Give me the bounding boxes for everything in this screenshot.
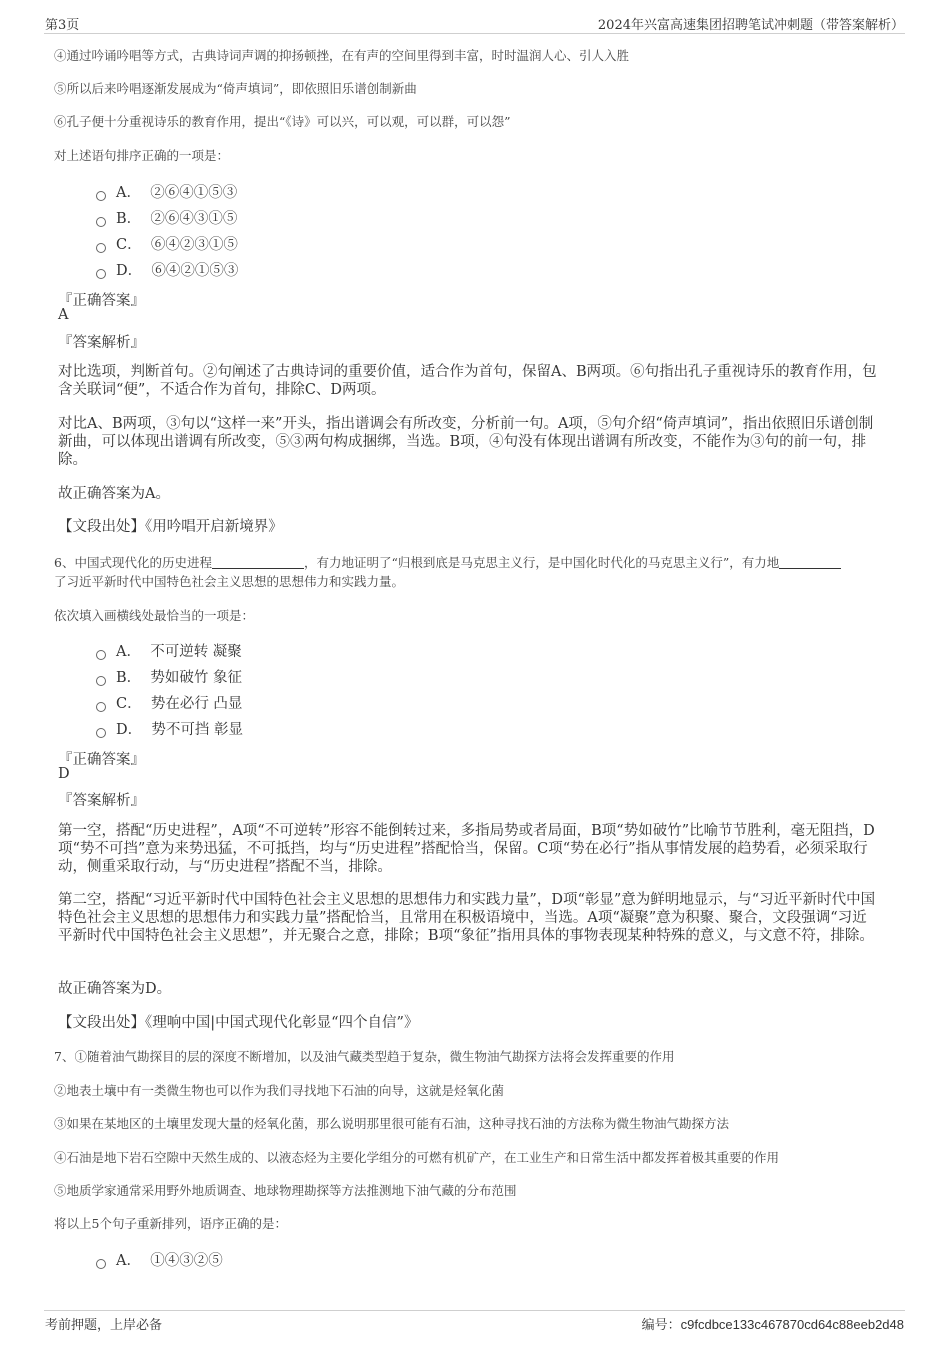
q5-option-b[interactable]: B． ②⑥④③①⑤ (96, 209, 237, 229)
q5-option-d[interactable]: D． ⑥④②①⑤③ (96, 261, 238, 281)
radio-icon[interactable] (96, 650, 106, 660)
radio-icon[interactable] (96, 217, 106, 227)
q7-line-1: 7、①随着油气勘探目的层的深度不断增加，以及油气藏类型趋于复杂，微生物油气勘探方法将会发挥重要的作用 (54, 1049, 675, 1064)
q6-blank-2[interactable] (779, 556, 841, 569)
q6-source: 【文段出处】《理响中国|中国式现代化彰显“四个自信”》 (58, 1015, 419, 1031)
q6-option-b[interactable]: B． 势如破竹 象征 (96, 668, 242, 688)
q6-answer: D (58, 766, 70, 782)
q5-source: 【文段出处】《用吟唱开启新境界》 (58, 519, 283, 535)
radio-icon[interactable] (96, 702, 106, 712)
q6-analysis-label: 『答案解析』 (58, 793, 145, 809)
q5-analysis-1: 对比选项，判断首句。②句阐述了古典诗词的重要价值，适合作为首句，保留A、B两项。⑥句指出孔子重视诗乐的教育作用，包含关联词“便”，不适合作为首句，排除C、D两项。 (58, 364, 877, 398)
document-title: 2024年兴富高速集团招聘笔试冲刺题（带答案解析） (597, 18, 904, 33)
q6-blank-1[interactable] (212, 556, 304, 569)
q6-analysis-3: 故正确答案为D。 (58, 981, 172, 997)
q6-stem: 6、中国式现代化的历史进程 ，有力地证明了“归根到底是马克思主义行，是中国化时代化的马克思主义行”，有力地 (54, 555, 841, 571)
q5-line-5: ⑤所以后来吟唱逐渐发展成为“倚声填词”，即依照旧乐谱创制新曲 (54, 81, 417, 96)
q5-analysis-3: 故正确答案为A。 (58, 486, 170, 502)
q6-option-c[interactable]: C． 势在必行 凸显 (96, 694, 242, 714)
radio-icon[interactable] (96, 269, 106, 279)
q5-line-4: ④通过吟诵吟唱等方式，古典诗词声调的抑扬顿挫，在有声的空间里得到丰富，时时温润人心、引人入胜 (54, 48, 630, 63)
q6-option-a[interactable]: A． 不可逆转 凝聚 (96, 642, 242, 662)
radio-icon[interactable] (96, 676, 106, 686)
footer-slogan: 考前押题，上岸必备 (45, 1318, 163, 1333)
q6-answer-label: 『正确答案』 (58, 752, 145, 768)
q7-line-2: ②地表土壤中有一类微生物也可以作为我们寻找地下石油的向导，这就是烃氧化菌 (54, 1083, 505, 1098)
footer-divider (44, 1310, 905, 1311)
q7-option-a[interactable]: A． ①④③②⑤ (96, 1251, 223, 1271)
q5-option-c[interactable]: C． ⑥④②③①⑤ (96, 235, 238, 255)
q5-line-6: ⑥孔子便十分重视诗乐的教育作用，提出“《诗》可以兴，可以观，可以群，可以怨” (54, 114, 511, 129)
q6-analysis-1: 第一空，搭配“历史进程”，A项“不可逆转”形容不能倒转过来，多指局势或者局面，B项“势如破竹”比喻节节胜利，毫无阻挡，D项“势不可挡”意为来势迅猛，不可抵挡，均与“历史进程”搭配恰当，保留。C项“势在必行”指从事情发展的趋势看，必须采取行动，侧重采取行动，与“历史进程”搭配不当，排除。 (58, 823, 875, 875)
q6-prompt: 依次填入画横线处最恰当的一项是： (54, 608, 255, 623)
q5-analysis-2: 对比A、B两项，③句以“这样一来”开头，指出谱调会有所改变，分析前一句。A项，⑤句介绍“倚声填词”，指出依照旧乐谱创制新曲，可以体现出谱调有所改变，⑤③两句构成捆绑，当选。B项，④句没有体现出谱调有所改变，不能作为③句的前一句，排除。 (58, 416, 874, 468)
q7-line-5: ⑤地质学家通常采用野外地质调查、地球物理勘探等方法推测地下油气藏的分布范围 (54, 1183, 517, 1198)
q7-line-4: ④石油是地下岩石空隙中天然生成的、以液态烃为主要化学组分的可燃有机矿产，在工业生产和日常生活中都发挥着极其重要的作用 (54, 1150, 780, 1165)
q5-answer: A (58, 307, 69, 323)
footer-code: 编号：c9fcdbce133c467870cd64c88eeb2d48 (641, 1317, 904, 1333)
q5-answer-label: 『正确答案』 (58, 293, 145, 309)
radio-icon[interactable] (96, 1259, 106, 1269)
header-divider (44, 33, 905, 34)
radio-icon[interactable] (96, 728, 106, 738)
q5-analysis-label: 『答案解析』 (58, 335, 145, 351)
radio-icon[interactable] (96, 191, 106, 201)
q7-prompt: 将以上5个句子重新排列，语序正确的是： (54, 1216, 287, 1231)
q5-prompt: 对上述语句排序正确的一项是： (54, 148, 230, 163)
q6-analysis-2: 第二空，搭配“习近平新时代中国特色社会主义思想的思想伟力和实践力量”，D项“彰显”意为鲜明地显示，与“习近平新时代中国特色社会主义思想的思想伟力和实践力量”搭配恰当，且常用在积极语境中，当选。A项“凝聚”意为积聚、聚合，文段强调“习近平新时代中国特色社会主义思想”，并无聚合之意，排除；B项“象征”指用具体的事物表现某种特殊的意义，与文意不符，排除。 (58, 892, 876, 944)
q7-line-3: ③如果在某地区的土壤里发现大量的烃氧化菌，那么说明那里很可能有石油，这种寻找石油的方法称为微生物油气勘探方法 (54, 1116, 730, 1131)
q5-option-a[interactable]: A． ②⑥④①⑤③ (96, 183, 237, 203)
radio-icon[interactable] (96, 243, 106, 253)
q6-option-d[interactable]: D． 势不可挡 彰显 (96, 720, 243, 740)
q6-stem-line-2: 了习近平新时代中国特色社会主义思想的思想伟力和实践力量。 (54, 574, 405, 589)
page-number: 第3页 (45, 18, 80, 33)
